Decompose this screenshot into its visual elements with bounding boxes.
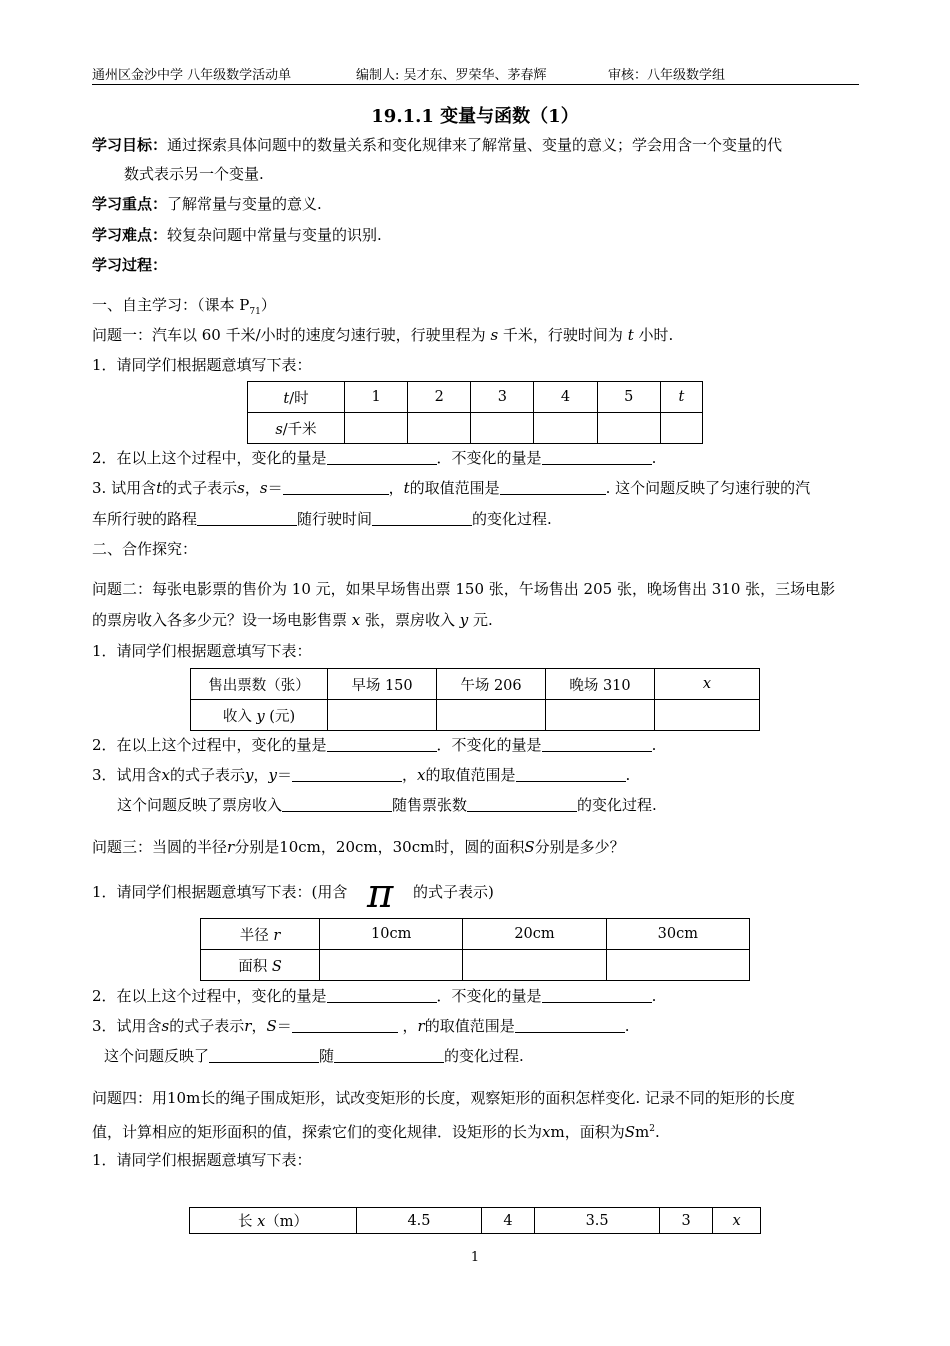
q2-line3: 3．试用含x的式子表示y，y＝ ，x的取值范围是 . [92,766,631,784]
q3-table-col: 30cm [606,919,749,950]
header-reviewer: 审核：八年级数学组 [608,68,726,83]
answer-blank[interactable] [292,767,402,782]
difficulty-label: 学习难点： [92,226,168,244]
q3-line4: 这个问题反映了 随 的变化过程. [104,1047,524,1065]
q3-line2: 2．在以上这个过程中，变化的量是 ．不变化的量是 . [92,987,657,1005]
q4-intro-1: 问题四：用10m长的绳子围成矩形，试改变矩形的长度，观察矩形的面积怎样变化. 记录不同的矩形的长度 [92,1089,795,1107]
answer-blank[interactable] [467,797,577,812]
focus-label: 学习重点： [92,195,168,213]
q3-intro: 问题三：当圆的半径r分别是10cm，20cm，30cm时，圆的面积S分别是多少？ [92,838,625,856]
answer-blank[interactable] [327,988,437,1003]
q3-table-blank-cell[interactable] [463,950,606,981]
q1-table-col: t [660,382,702,413]
q2-table-col: 早场 150 [328,669,437,700]
q1-table-col: 5 [597,382,660,413]
learning-focus [92,194,322,214]
answer-blank[interactable] [515,1018,625,1033]
goal-text-1: 通过探索具体问题中的数量关系和变化规律来了解常量、变量的意义；学会用含一个变量的代 [167,136,783,154]
q3-fill-instruction: 1．请同学们根据题意填写下表：(用含 π 的式子表示) [92,871,494,917]
q2-table-col: 晚场 310 [546,669,655,700]
q2-table-col: x [655,669,760,700]
q1-table [247,381,703,444]
q1-line2: 2．在以上这个过程中，变化的量是 ．不变化的量是 . [92,449,657,467]
q2-table-blank-cell[interactable] [437,700,546,731]
q4-table-col: 3.5 [535,1208,660,1234]
difficulty-text: 较复杂问题中常量与变量的识别. [167,226,382,244]
q3-table-col: 10cm [320,919,463,950]
page-number: 1 [470,1250,480,1265]
q1-line4: 车所行驶的路程 随行驶时间 的变化过程. [92,510,552,528]
q2-table-col: 午场 206 [437,669,546,700]
q4-fill-instruction: 1．请同学们根据题意填写下表： [92,1151,312,1169]
q1-intro: 问题一：汽车以 60 千米/小时的速度匀速行驶，行驶里程为 s 千米，行驶时间为 t 小时. [92,326,674,344]
q4-table-col: 3 [660,1208,713,1234]
q1-table-col: 1 [345,382,408,413]
answer-blank[interactable] [372,511,472,526]
learning-goal [92,135,782,155]
answer-blank[interactable] [283,480,389,495]
q1-table-header-t: t/时 [248,382,345,413]
q1-table-col: 3 [471,382,534,413]
q1-table-blank-cell[interactable] [534,413,597,444]
answer-blank[interactable] [282,797,392,812]
answer-blank[interactable] [500,480,606,495]
q3-table-blank-cell[interactable] [606,950,749,981]
q1-line3: 3. 试用含t的式子表示s，s＝ ，t的取值范围是 . 这个问题反映了匀速行驶的汽 [92,479,811,497]
q1-table-col: 4 [534,382,597,413]
q2-fill-instruction: 1．请同学们根据题意填写下表： [92,642,312,660]
q4-intro-2: 值，计算相应的矩形面积的值，探索它们的变化规律．设矩形的长为xm，面积为Sm$^2$. [92,1123,660,1141]
q2-table-blank-cell[interactable] [328,700,437,731]
section1-title: 一、自主学习：（课本 $P_{71}$） [92,296,276,317]
answer-blank[interactable] [542,737,652,752]
q1-table-blank-cell[interactable] [345,413,408,444]
q3-table [200,918,750,981]
header-school: 通州区金沙中学 八年级数学活动单 [92,68,292,83]
answer-blank[interactable] [542,450,652,465]
goal-label: 学习目标： [92,136,168,154]
q1-table-blank-cell[interactable] [471,413,534,444]
q1-table-row-s: s/千米 [248,413,345,444]
q4-table-col: 4 [481,1208,534,1234]
focus-text: 了解常量与变量的意义. [167,195,322,213]
q3-table-col: 20cm [463,919,606,950]
answer-blank[interactable] [516,767,626,782]
q1-table-blank-cell[interactable] [660,413,702,444]
q2-intro-2: 的票房收入各多少元？设一场电影售票 x 张，票房收入 y 元. [92,611,493,629]
answer-blank[interactable] [542,988,652,1003]
pi-symbol: π [367,871,394,917]
q1-table-blank-cell[interactable] [597,413,660,444]
answer-blank[interactable] [197,511,297,526]
q2-table-blank-cell[interactable] [546,700,655,731]
answer-blank[interactable] [209,1048,319,1063]
q2-line4: 这个问题反映了票房收入 随售票张数 的变化过程. [117,796,657,814]
q3-table-header: 半径 r [201,919,320,950]
q1-table-blank-cell[interactable] [408,413,471,444]
q2-table [190,668,760,731]
answer-blank[interactable] [327,450,437,465]
q4-table-header: 长 x（m） [190,1208,357,1234]
answer-blank[interactable] [327,737,437,752]
q4-table [189,1207,761,1234]
page-header [92,64,859,85]
q3-line3: 3．试用含s的式子表示r，S＝ ，r的取值范围是 . [92,1017,630,1035]
q4-table-col: 4.5 [357,1208,482,1234]
q4-table-col: x [713,1208,761,1234]
answer-blank[interactable] [292,1018,398,1033]
page-title: 19.1.1 变量与函数（1） [371,106,579,127]
goal-text-2: 数式表示另一个变量. [124,165,264,183]
q2-table-header: 售出票数（张） [191,669,328,700]
q3-table-blank-cell[interactable] [320,950,463,981]
q2-table-blank-cell[interactable] [655,700,760,731]
q1-fill-instruction: 1．请同学们根据题意填写下表： [92,356,312,374]
process-label: 学习过程： [92,256,168,274]
learning-difficulty [92,225,382,245]
header-editors: 编制人: 吴才东、罗荣华、茅春辉 [356,68,547,83]
answer-blank[interactable] [334,1048,444,1063]
section2-title: 二、合作探究： [92,540,198,558]
q1-table-col: 2 [408,382,471,413]
q2-line2: 2．在以上这个过程中，变化的量是 ．不变化的量是 . [92,736,657,754]
q2-intro-1: 问题二：每张电影票的售价为 10 元，如果早场售出票 150 张，午场售出 205 张，晚场售出 310 张，三场电影 [92,580,836,598]
q3-table-row-area: 面积 S [201,950,320,981]
q2-table-row-income: 收入 y (元) [191,700,328,731]
